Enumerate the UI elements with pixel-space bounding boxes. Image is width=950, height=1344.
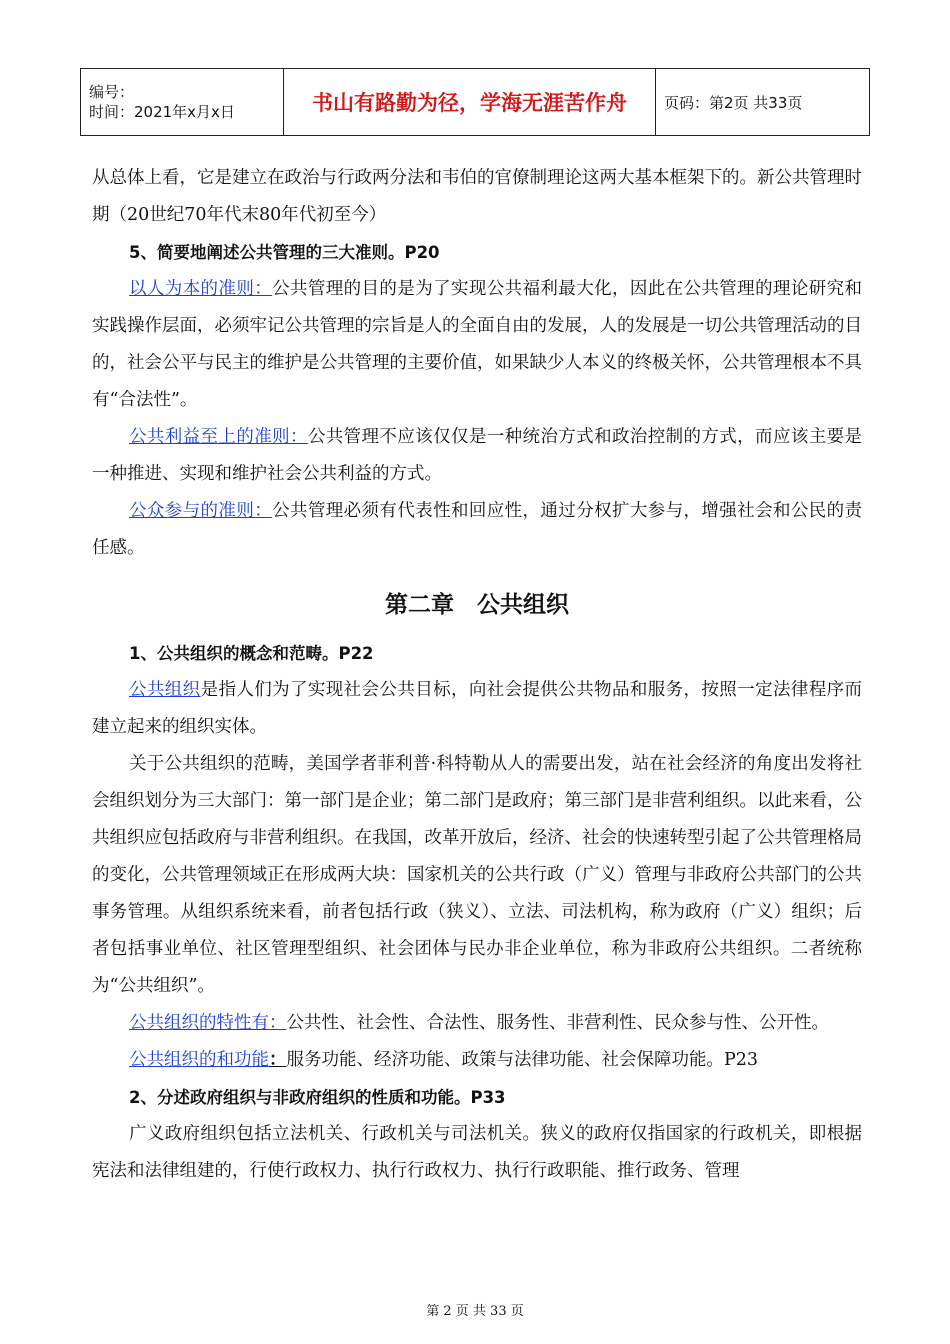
question-heading: 2、分述政府组织与非政府组织的性质和功能。P33: [129, 1088, 506, 1107]
term-link[interactable]: 公共组织的特性有：: [129, 1013, 287, 1033]
chapter-title: 第二章 公共组织: [385, 592, 569, 618]
paragraph: 从总体上看，它是建立在政治与行政两分法和韦伯的官僚制理论这两大基本框架下的。新公共管理时期（20世纪70年代末80年代初至今）: [92, 168, 862, 225]
header-motto: 书山有路勤为径，学海无涯苦作舟: [284, 69, 656, 136]
term-link[interactable]: 公共组织: [129, 680, 201, 700]
document-header: [80, 68, 870, 136]
number-label: 编号：: [89, 83, 135, 101]
paragraph-text: 是指人们为了实现社会公共目标，向社会提供公共物品和服务，按照一定法律程序而建立起来的组织实体。: [92, 680, 863, 737]
term-colon: ：: [269, 1050, 287, 1070]
document-body: [92, 160, 862, 1190]
page-footer: 第 2 页 共 33 页: [426, 1304, 524, 1319]
paragraph-text: 公共性、社会性、合法性、服务性、非营利性、民众参与性、公开性。: [286, 1013, 829, 1033]
paragraph: [92, 271, 862, 419]
paragraph: 广义政府组织包括立法机关、行政机关与司法机关。狭义的政府仅指国家的行政机关，即根据宪法和法律组建的，行使行政权力、执行行政权力、执行行政职能、推行政务、管理: [92, 1124, 862, 1181]
paragraph: 关于公共组织的范畴，美国学者菲利普·科特勒从人的需要出发，站在社会经济的角度出发将社会组织划分为三大部门：第一部门是企业；第二部门是政府；第三部门是非营利组织。以此来看，公共组织应包括政府与非营利组织。在我国，改革开放后，经济、社会的快速转型引起了公共管理格局的变化，公共管理领域正在形成两大块：国家机关的公共行政（广义）管理与非政府公共部门的公共事务管理。从组织系统来看，前者包括行政（狭义）、立法、司法机构，称为政府（广义）组织；后者包括事业单位、社区管理型组织、社会团体与民办非企业单位，称为非政府公共组织。二者统称为“公共组织”。: [92, 754, 862, 996]
question-heading: 1、公共组织的概念和范畴。P22: [129, 644, 374, 663]
header-meta: [81, 69, 284, 136]
date-label: 时间：2021年x月x日: [89, 103, 235, 121]
paragraph: [92, 493, 862, 567]
paragraph-text: 公共管理必须有代表性和回应性，通过分权扩大参与，增强社会和公民的责任感。: [92, 501, 863, 558]
paragraph-text: 公共管理的目的是为了实现公共福利最大化，因此在公共管理的理论研究和实践操作层面，必须牢记公共管理的宗旨是人的全面自由的发展，人的发展是一切公共管理活动的目的，社会公平与民主的维护是公共管理的主要价值，如果缺少人本义的终极关怀，公共管理根本不具有“合法性”。: [92, 279, 863, 410]
paragraph: [92, 419, 862, 493]
paragraph: [92, 1005, 862, 1042]
paragraph: [92, 672, 862, 746]
paragraph: [92, 1042, 862, 1079]
header-page-info: 页码：第2页 共33页: [656, 69, 870, 136]
term-link[interactable]: 公共组织的和功能: [129, 1050, 269, 1070]
question-heading: 5、简要地阐述公共管理的三大准则。P20: [129, 243, 440, 262]
paragraph-text: 公共管理不应该仅仅是一种统治方式和政治控制的方式，而应该主要是一种推进、实现和维护社会公共利益的方式。: [92, 427, 862, 484]
term-link[interactable]: 公共利益至上的准则：: [129, 427, 308, 447]
paragraph-text: 服务功能、经济功能、政策与法律功能、社会保障功能。P23: [286, 1050, 759, 1070]
term-link[interactable]: 公众参与的准则：: [129, 501, 273, 521]
term-link[interactable]: 以人为本的准则：: [129, 279, 273, 299]
